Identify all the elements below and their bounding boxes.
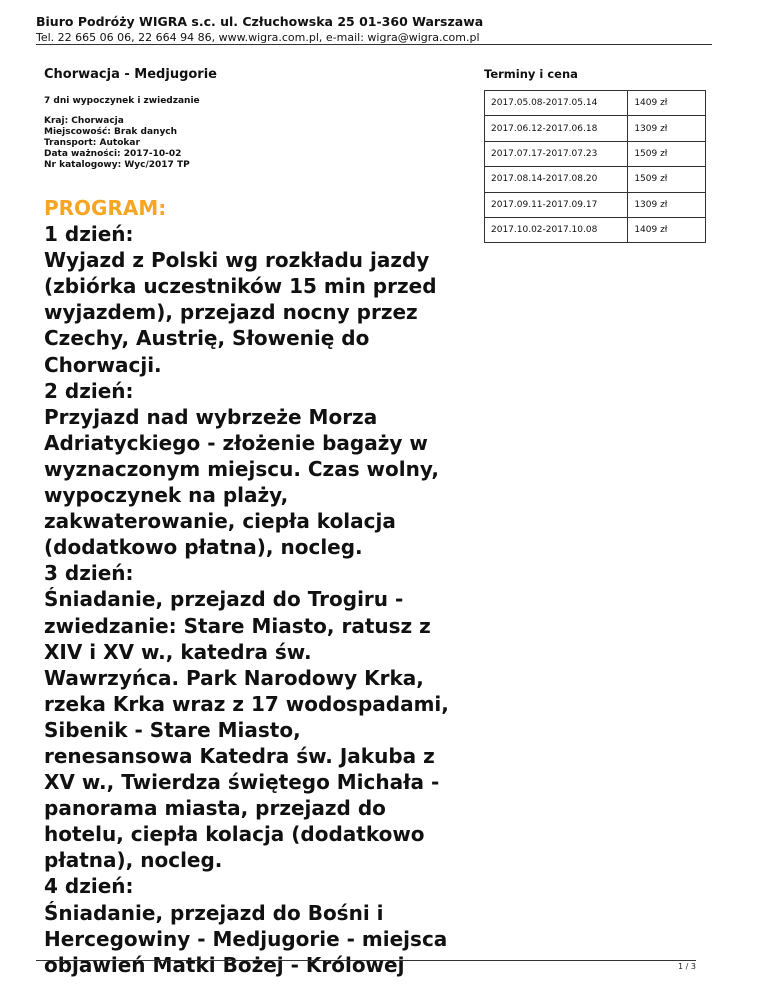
trip-meta: [44, 116, 474, 171]
program-line: zakwaterowanie, ciepła kolacja: [44, 509, 396, 534]
meta-catalog-number: Nr katalogowy: Wyc/2017 TP: [44, 160, 190, 170]
program-line: Śniadanie, przejazd do Trogiru -: [44, 587, 404, 612]
program-line: zwiedzanie: Stare Miasto, ratusz z: [44, 613, 431, 638]
program-line: (zbiórka uczestników 15 min przed: [44, 274, 437, 299]
term-dates: 2017.07.17-2017.07.23: [485, 141, 628, 166]
page-number: 1 / 3: [678, 962, 696, 971]
program-line: Chorwacji.: [44, 352, 162, 377]
program-line: Wyjazd z Polski wg rozkładu jazdy: [44, 248, 430, 273]
program-line: XIV i XV w., katedra św.: [44, 639, 312, 664]
program-line: renesansowa Katedra św. Jakuba z: [44, 743, 435, 768]
terms-row: [485, 91, 706, 116]
term-dates: 2017.10.02-2017.10.08: [485, 217, 628, 242]
program-line: 1 dzień:: [44, 222, 134, 247]
meta-location: Miejscowość: Brak danych: [44, 127, 178, 137]
term-dates: 2017.09.11-2017.09.17: [485, 192, 628, 217]
program-section: [44, 195, 474, 978]
program-line: Przyjazd nad wybrzeże Morza: [44, 404, 378, 429]
program-line: panorama miasta, przejazd do: [44, 796, 386, 821]
program-line: Czechy, Austrię, Słowenię do: [44, 326, 370, 351]
agency-contact: Tel. 22 665 06 06, 22 664 94 86, www.wigra.com.pl, e-mail: wigra@wigra.com.pl: [36, 31, 480, 44]
program-line: objawień Matki Bożej - Królowej: [44, 952, 405, 977]
term-dates: 2017.08.14-2017.08.20: [485, 167, 628, 192]
terms-row: [485, 141, 706, 166]
program-line: hotelu, ciepła kolacja (dodatkowo: [44, 822, 425, 847]
term-price: 1309 zł: [628, 192, 706, 217]
trip-subtitle: 7 dni wypoczynek i zwiedzanie: [44, 96, 200, 106]
program-line: 4 dzień:: [44, 874, 134, 899]
meta-validity: Data ważności: 2017-10-02: [44, 149, 182, 159]
program-line: Adriatyckiego - złożenie bagaży w: [44, 430, 428, 455]
program-text: [44, 221, 474, 978]
term-price: 1509 zł: [628, 167, 706, 192]
program-line: XV w., Twierdza świętego Michała -: [44, 770, 440, 795]
terms-section: [484, 66, 706, 243]
document-header: [36, 14, 712, 45]
program-line: płatna), nocleg.: [44, 848, 223, 873]
footer-divider: [36, 960, 696, 961]
program-line: Sibenik - Stare Miasto,: [44, 717, 301, 742]
program-heading: PROGRAM:: [44, 196, 167, 220]
trip-title: Chorwacja - Medjugorie: [44, 67, 217, 82]
term-dates: 2017.06.12-2017.06.18: [485, 116, 628, 141]
term-dates: 2017.05.08-2017.05.14: [485, 91, 628, 116]
trip-details: [44, 66, 474, 978]
program-line: Hercegowiny - Medjugorie - miejsca: [44, 926, 448, 951]
terms-row: [485, 192, 706, 217]
terms-row: [485, 217, 706, 242]
header-divider: [36, 44, 712, 45]
terms-row: [485, 167, 706, 192]
program-line: wyjazdem), przejazd nocny przez: [44, 300, 418, 325]
program-line: 2 dzień:: [44, 378, 134, 403]
terms-row: [485, 116, 706, 141]
program-line: (dodatkowo płatna), nocleg.: [44, 535, 363, 560]
program-line: Wawrzyńca. Park Narodowy Krka,: [44, 665, 424, 690]
program-line: wyznaczonym miejscu. Czas wolny,: [44, 456, 439, 481]
program-line: wypoczynek na plaży,: [44, 483, 289, 508]
program-line: Śniadanie, przejazd do Bośni i: [44, 900, 384, 925]
agency-name: Biuro Podróży WIGRA s.c. ul. Człuchowska 25 01-360 Warszawa: [36, 14, 484, 29]
terms-title: Terminy i cena: [484, 67, 578, 81]
term-price: 1509 zł: [628, 141, 706, 166]
term-price: 1409 zł: [628, 91, 706, 116]
term-price: 1409 zł: [628, 217, 706, 242]
program-line: 3 dzień:: [44, 561, 134, 586]
terms-table: [484, 90, 706, 243]
meta-country: Kraj: Chorwacja: [44, 116, 124, 126]
meta-transport: Transport: Autokar: [44, 138, 140, 148]
term-price: 1309 zł: [628, 116, 706, 141]
program-line: rzeka Krka wraz z 17 wodospadami,: [44, 691, 449, 716]
